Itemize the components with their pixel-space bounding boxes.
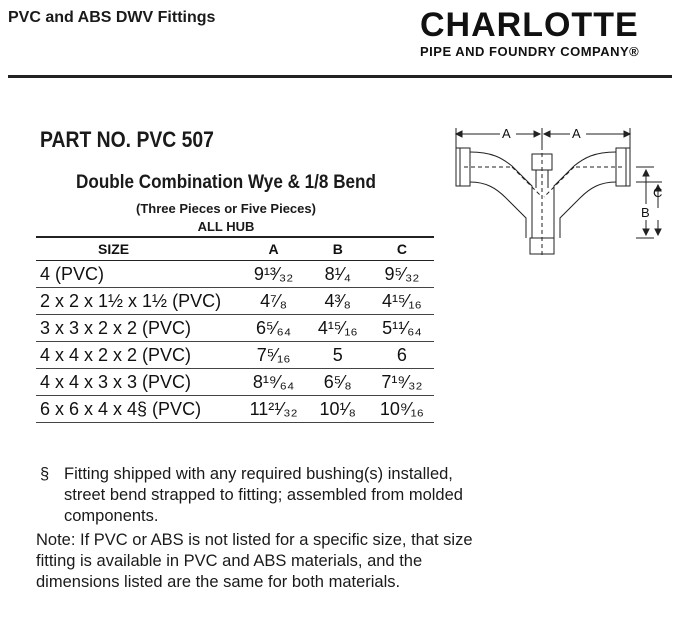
dimension-label-b: B <box>641 205 650 220</box>
cell-a: 4⁷⁄₈ <box>242 288 306 315</box>
fitting-hub-type: ALL HUB <box>197 219 255 234</box>
cell-c: 4¹⁵⁄₁₆ <box>370 288 434 315</box>
part-number: PART NO. PVC 507 <box>40 127 214 152</box>
column-header-size: SIZE <box>36 237 242 261</box>
cell-a: 6⁵⁄₆₄ <box>242 315 306 342</box>
cell-c: 10⁹⁄₁₆ <box>370 396 434 423</box>
cell-size: 4 (PVC) <box>36 261 242 288</box>
column-header-c: C <box>370 237 434 261</box>
header-divider <box>8 75 672 78</box>
column-header-a: A <box>242 237 306 261</box>
dimension-label-a-right: A <box>572 126 581 141</box>
brand-logo <box>420 8 670 59</box>
cell-b: 4³⁄₈ <box>306 288 370 315</box>
fitting-title: Double Combination Wye & 1/8 Bend <box>76 172 376 193</box>
dimension-label-a-left: A <box>502 126 511 141</box>
cell-b: 10¹⁄₈ <box>306 396 370 423</box>
brand-subtitle: PIPE AND FOUNDRY COMPANY® <box>420 44 640 59</box>
fitting-drawing <box>440 118 670 268</box>
materials-note: Note: If PVC or ABS is not listed for a specific size, that size fitting is available in PVC and ABS materials, and the dimensions listed are the same for both materials. <box>36 531 473 591</box>
dimensions-table <box>36 236 434 423</box>
notes-section <box>36 464 476 593</box>
page-header-title: PVC and ABS DWV Fittings <box>8 9 216 26</box>
brand-name: CHARLOTTE <box>420 6 639 44</box>
cell-size: 4 x 4 x 2 x 2 (PVC) <box>36 342 242 369</box>
cell-b: 5 <box>306 342 370 369</box>
cell-size: 2 x 2 x 1½ x 1½ (PVC) <box>36 288 242 315</box>
cell-a: 7⁵⁄₁₆ <box>242 342 306 369</box>
dimension-label-c: C <box>653 185 663 200</box>
cell-b: 6⁵⁄₈ <box>306 369 370 396</box>
cell-b: 8¹⁄₄ <box>306 261 370 288</box>
cell-c: 5¹¹⁄₆₄ <box>370 315 434 342</box>
cell-c: 6 <box>370 342 434 369</box>
cell-c: 7¹⁹⁄₃₂ <box>370 369 434 396</box>
table-row <box>36 369 434 396</box>
cell-size: 3 x 3 x 2 x 2 (PVC) <box>36 315 242 342</box>
column-header-b: B <box>306 237 370 261</box>
footnote-mark: § <box>40 465 50 483</box>
cell-a: 8¹⁹⁄₆₄ <box>242 369 306 396</box>
footnote-text: Fitting shipped with any required bushing(s) installed, street bend strapped to fitting; assembled from molded components. <box>64 465 463 525</box>
cell-size: 6 x 6 x 4 x 4§ (PVC) <box>36 396 242 423</box>
table-header-row <box>36 237 434 261</box>
table-row <box>36 342 434 369</box>
fitting-diagram <box>440 118 670 268</box>
table-row <box>36 288 434 315</box>
cell-a: 11²¹⁄₃₂ <box>242 396 306 423</box>
fitting-subtitle: (Three Pieces or Five Pieces) <box>136 201 316 216</box>
cell-size: 4 x 4 x 3 x 3 (PVC) <box>36 369 242 396</box>
cell-a: 9¹³⁄₃₂ <box>242 261 306 288</box>
cell-c: 9⁵⁄₃₂ <box>370 261 434 288</box>
table-row <box>36 396 434 423</box>
table-row <box>36 261 434 288</box>
cell-b: 4¹⁵⁄₁₆ <box>306 315 370 342</box>
footnote <box>36 464 476 527</box>
table-row <box>36 315 434 342</box>
